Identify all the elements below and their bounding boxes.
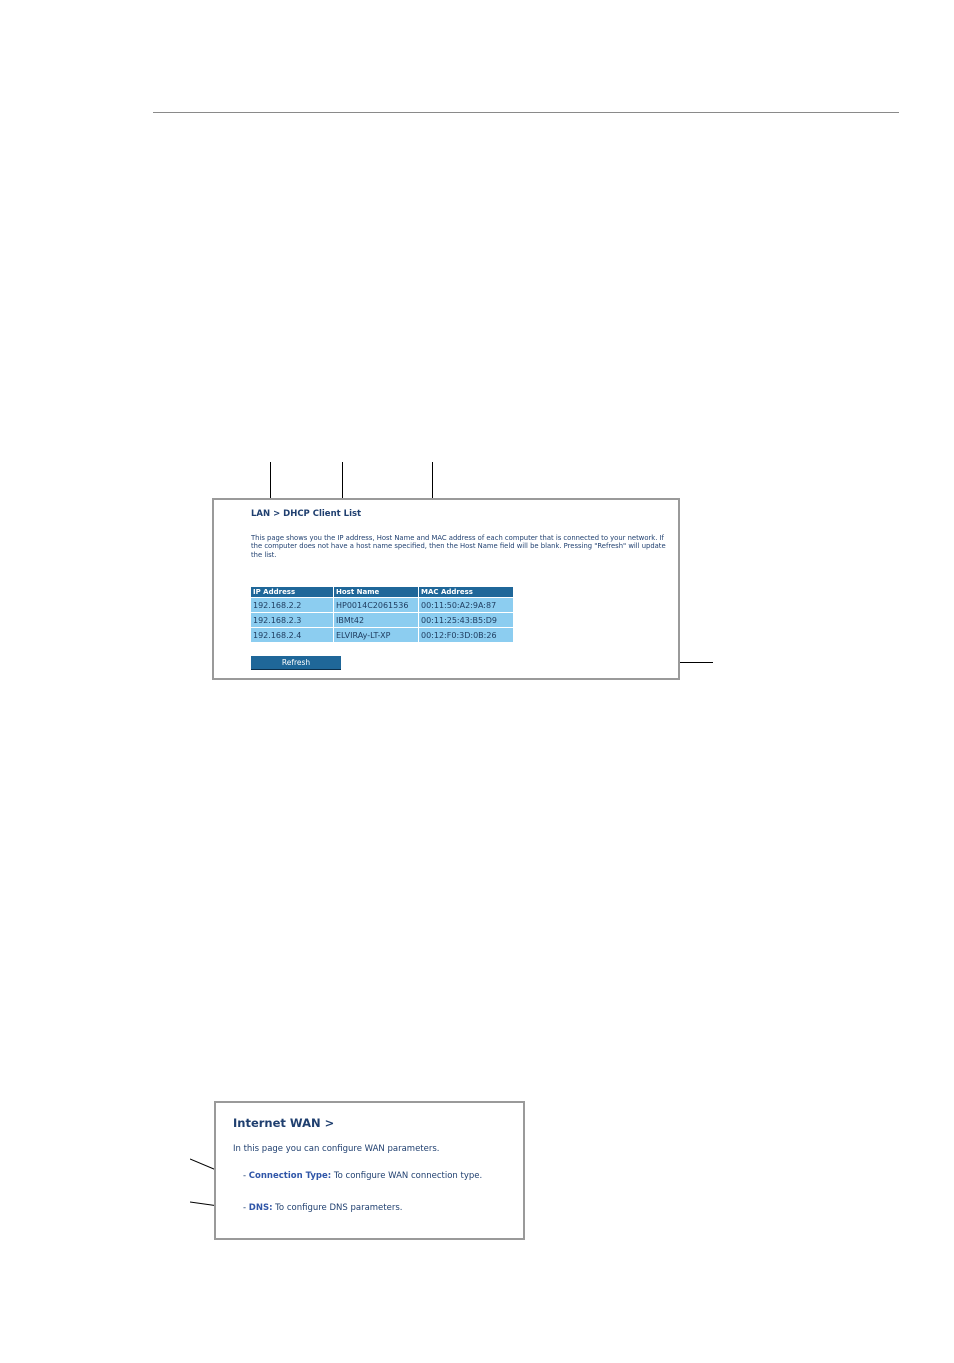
column-header-ip-address: IP Address (251, 587, 334, 597)
cell-ip-address: 192.168.2.3 (251, 613, 334, 627)
dhcp-client-list-panel (212, 498, 680, 680)
table-header-row (251, 587, 514, 597)
table-row (251, 628, 514, 642)
page-title: LAN > DHCP Client List (251, 509, 362, 519)
column-header-mac-address: MAC Address (419, 587, 514, 597)
table-row (251, 613, 514, 627)
wan-item-prefix: - (243, 1203, 249, 1213)
connection-type-link[interactable]: Connection Type: (248, 1171, 332, 1181)
cell-ip-address: 192.168.2.4 (251, 628, 334, 642)
dns-link[interactable]: DNS: (248, 1203, 273, 1213)
wan-item-prefix: - (243, 1171, 249, 1181)
wan-title: Internet WAN > (233, 1116, 335, 1130)
column-header-host-name: Host Name (334, 587, 419, 597)
wan-description: In this page you can configure WAN parameters. (233, 1144, 440, 1154)
cell-ip-address: 192.168.2.2 (251, 598, 334, 612)
cell-mac-address: 00:11:25:43:B5:D9 (419, 613, 514, 627)
dhcp-client-table (251, 586, 514, 643)
page-description: This page shows you the IP address, Host Name and MAC address of each computer that is connected to your network. If the computer does not have a host name specified, then the Host Name field will be blank. Pressing "Refresh" will update the list. (251, 534, 666, 559)
cell-mac-address: 00:11:50:A2:9A:87 (419, 598, 514, 612)
internet-wan-panel (214, 1101, 525, 1240)
wan-item-text: To configure WAN connection type. (331, 1171, 483, 1181)
cell-host-name: HP0014C2061536 (334, 598, 419, 612)
wan-item-text: To configure DNS parameters. (272, 1203, 403, 1213)
wan-item-connection-type (243, 1171, 482, 1181)
table-row (251, 598, 514, 612)
wan-item-dns (243, 1203, 402, 1213)
top-rule (153, 112, 899, 113)
cell-mac-address: 00:12:F0:3D:0B:26 (419, 628, 514, 642)
refresh-button[interactable]: Refresh (251, 656, 341, 670)
cell-host-name: IBMt42 (334, 613, 419, 627)
cell-host-name: ELVIRAy-LT-XP (334, 628, 419, 642)
